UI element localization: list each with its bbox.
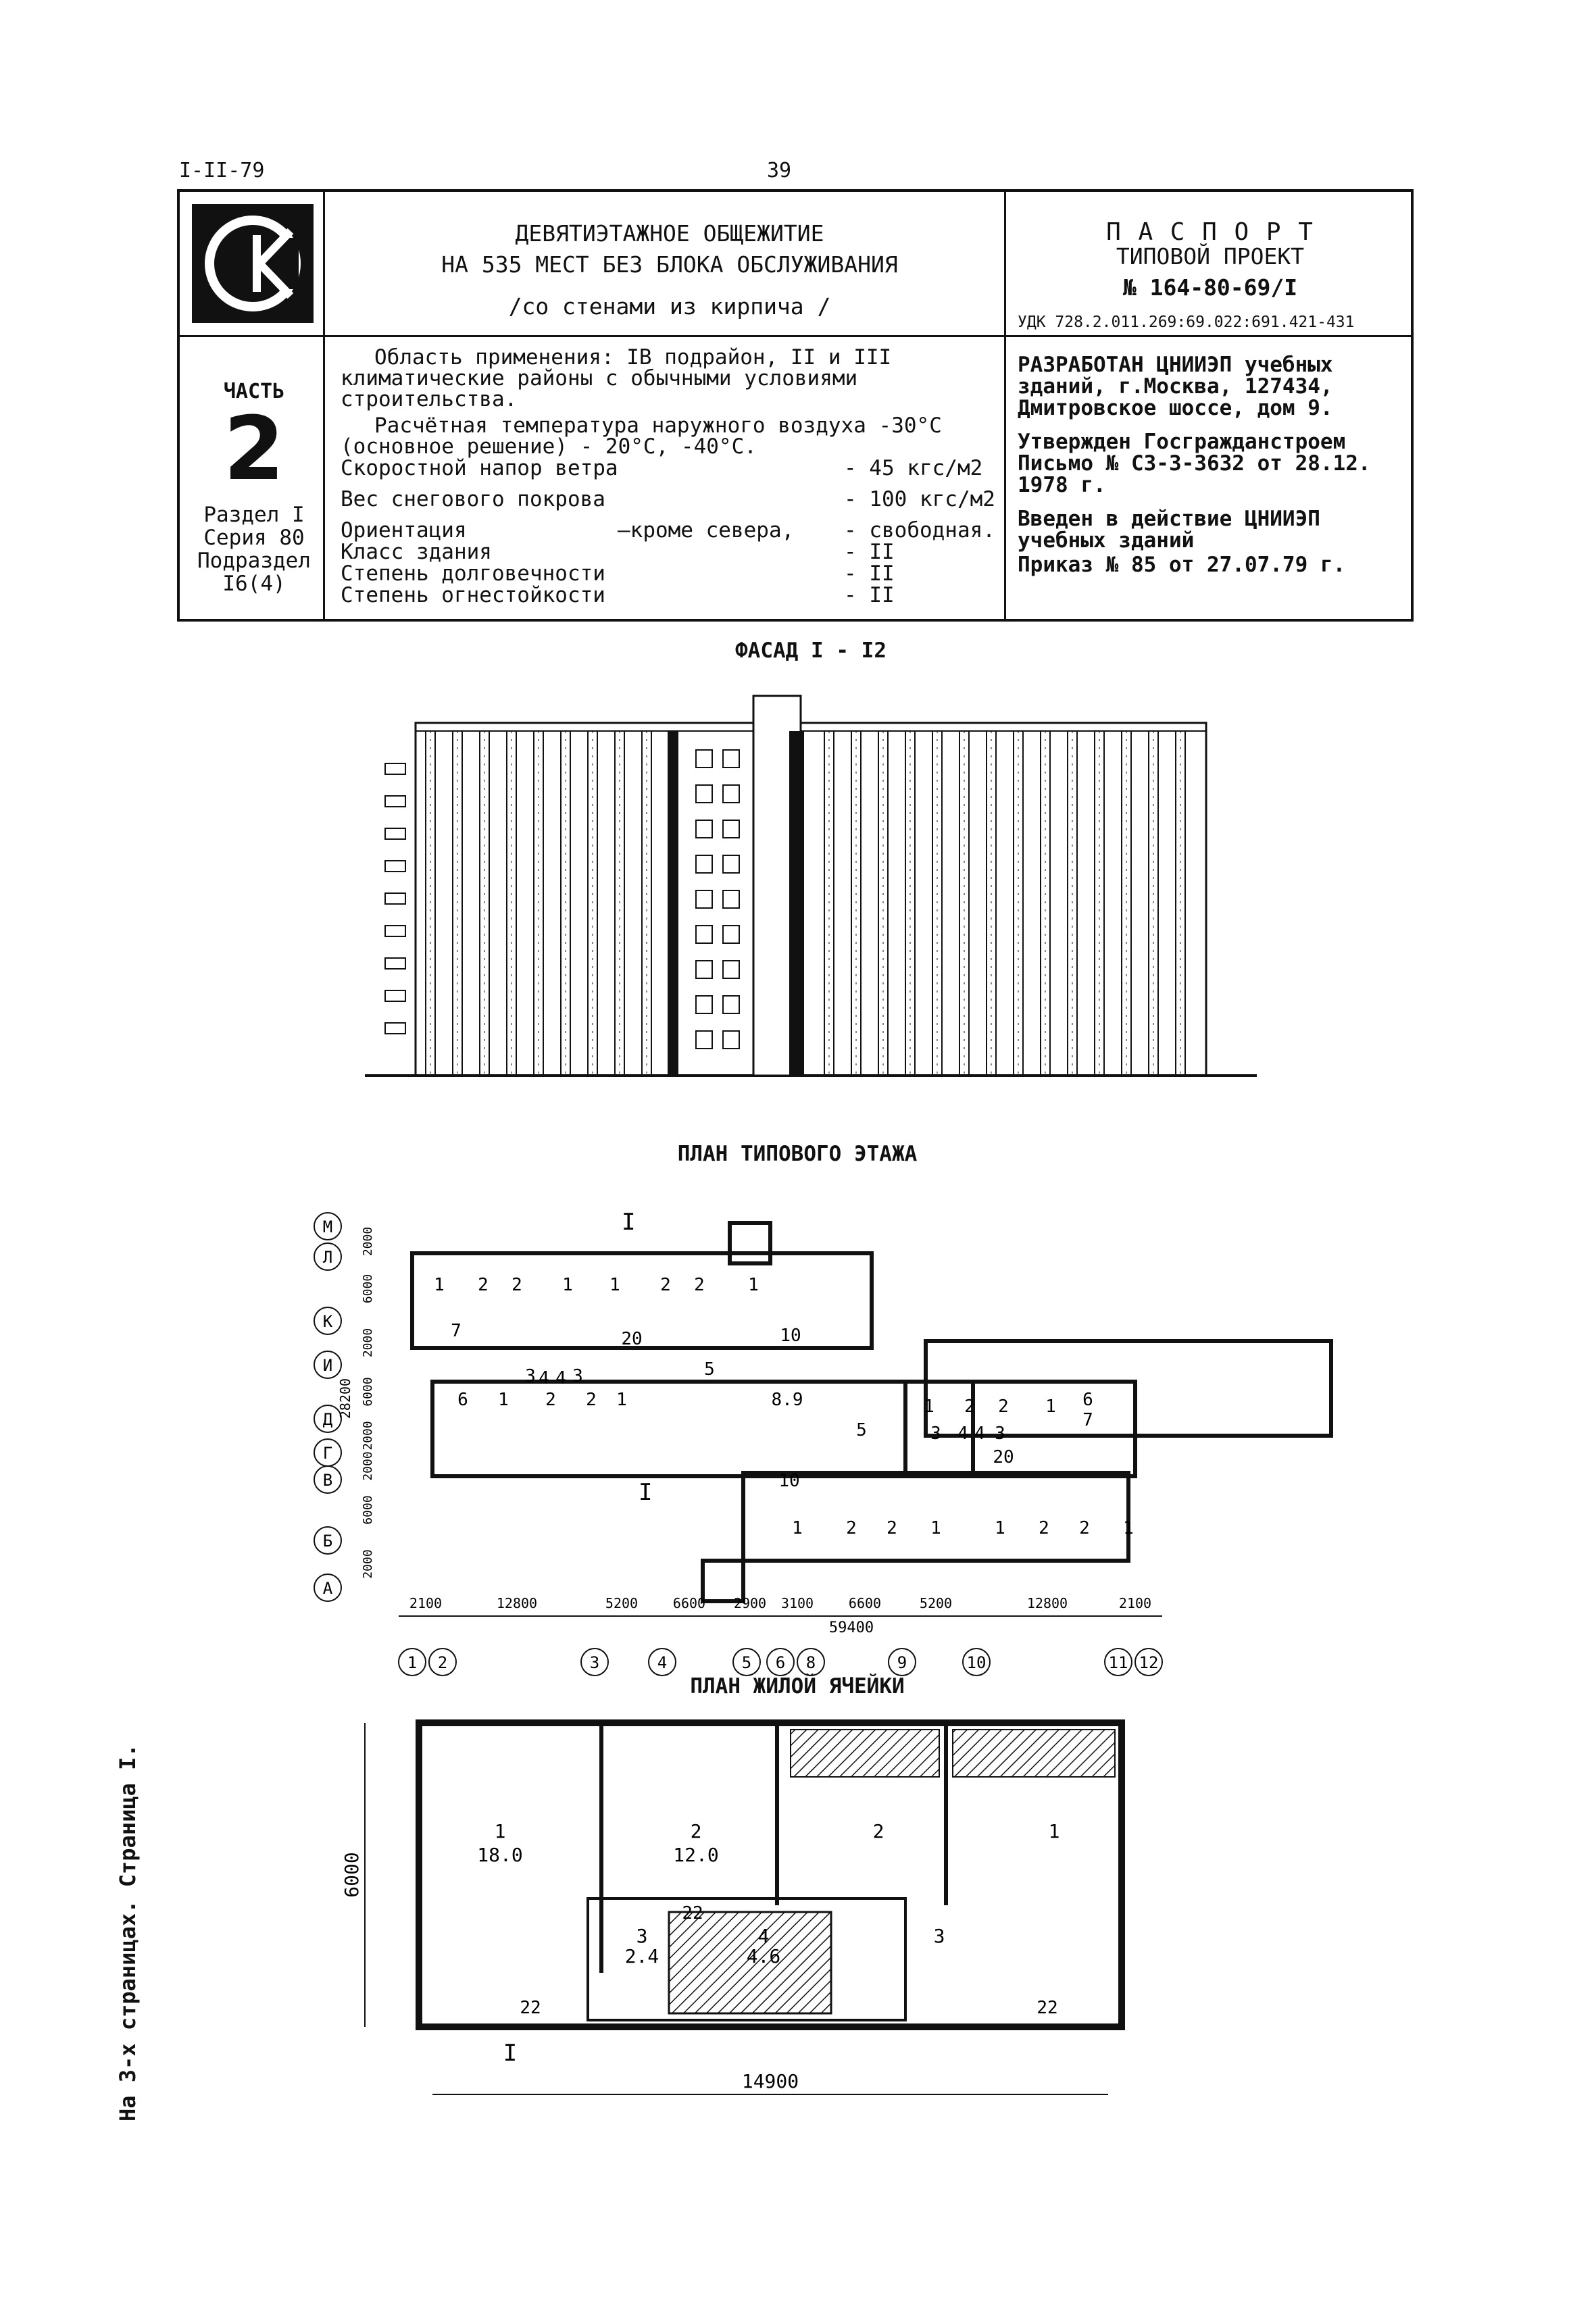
title-line-1: ДЕВЯТИЭТАЖНОЕ ОБЩЕЖИТИЕ <box>515 220 824 247</box>
cell-width-dim: 14900 <box>741 2070 799 2092</box>
facade-drawing <box>365 689 1257 1081</box>
plan-room-number: 20 <box>993 1447 1014 1467</box>
svg-text:I: I <box>639 1479 653 1506</box>
introduced-by: Введен в действие ЦНИИЭП учебных зданий <box>1018 507 1320 553</box>
plan-room-number: 1 <box>930 1518 941 1538</box>
plan-room-number: 4 <box>974 1424 985 1444</box>
row-dim-label: 2000 <box>361 1549 375 1579</box>
col-axis-label: 12 <box>1139 1653 1159 1672</box>
wind-row <box>341 457 1009 479</box>
orientation-value: - свободная. <box>844 518 995 543</box>
part-number: 2 <box>223 397 285 500</box>
plan-room-number: 3 <box>995 1424 1005 1444</box>
cell-room-3-num: 2 <box>872 1820 884 1842</box>
subsection-value: I6(4) <box>222 572 286 596</box>
snow-row <box>341 488 1009 510</box>
orientation-label: Ориентация <box>341 518 467 543</box>
plan-room-number: 2 <box>512 1275 522 1295</box>
plan-room-number: 7 <box>1082 1410 1093 1430</box>
series-label: Серия 80 <box>203 526 305 550</box>
part-label: ЧАСТЬ <box>223 380 285 403</box>
col-axis-label: 11 <box>1108 1653 1128 1672</box>
order-info: Приказ № 85 от 27.07.79 г. <box>1018 553 1346 577</box>
plan-room-number: 6 <box>457 1390 468 1410</box>
col-axis-label: 2 <box>437 1653 448 1672</box>
class-row <box>341 541 1009 563</box>
row-dim-label: 2000 <box>361 1451 375 1481</box>
row-axis-label: Б <box>322 1532 333 1551</box>
plan-room-number: 2 <box>586 1390 597 1410</box>
plan-room-number: 2 <box>964 1397 975 1417</box>
fire-row <box>341 584 1009 606</box>
durability-row <box>341 563 1009 584</box>
plan-room-number: 8.9 <box>771 1390 803 1410</box>
cell-room-4-num: 1 <box>1048 1820 1060 1842</box>
row-axis-label: Л <box>322 1248 333 1267</box>
row-dim-label: 6000 <box>361 1495 375 1525</box>
project-type: ТИПОВОЙ ПРОЕКТ <box>1116 243 1305 270</box>
plan-room-number: 1 <box>1045 1397 1056 1417</box>
plan-room-number: 4 <box>957 1424 968 1444</box>
col-dim-label: 2100 <box>1118 1595 1152 1611</box>
cell-plan-drawing <box>341 1703 1189 2121</box>
col-dim-label: 12800 <box>1026 1595 1068 1611</box>
udk-code: УДК 728.2.011.269:69.022:691.421-431 <box>1018 313 1355 331</box>
cell-room-3-left-area: 2.4 <box>624 1945 659 1967</box>
col-dim-label: 2900 <box>733 1595 767 1611</box>
plan-room-number: 5 <box>704 1359 715 1380</box>
plan-room-number: 6 <box>1082 1390 1093 1410</box>
header-table <box>177 189 1414 622</box>
plan-room-number: 2 <box>545 1390 556 1410</box>
plan-room-number: 1 <box>616 1390 627 1410</box>
developed-by: РАЗРАБОТАН ЦНИИЭП учебных зданий, г.Москва, 127434, Дмитровское шоссе, дом 9. <box>1018 353 1333 420</box>
plan-room-number: 10 <box>780 1326 801 1346</box>
plan-room-number: 2 <box>694 1275 705 1295</box>
plan-room-number: 3 <box>525 1366 536 1386</box>
specifications <box>341 347 1009 606</box>
facade-caption: ФАСАД I - I2 <box>735 638 887 663</box>
scope-text: Область применения: IВ подрайон, II и III климатические районы с обычными условиями строительства. <box>341 345 892 411</box>
plan-room-number: 1 <box>748 1275 759 1295</box>
cell-room-1-num: 1 <box>494 1820 506 1842</box>
total-height-label: 28200 <box>337 1378 353 1419</box>
wind-value: - 45 кгс/м2 <box>844 456 983 480</box>
row-axis-label: И <box>322 1356 333 1375</box>
row-dim-label: 6000 <box>361 1274 375 1304</box>
plan-room-number: 1 <box>924 1397 934 1417</box>
plan-room-number: 2 <box>846 1518 857 1538</box>
fire-label: Степень огнестойкости <box>341 583 605 607</box>
plan-room-number: 1 <box>434 1275 445 1295</box>
cell-room-1-area: 18.0 <box>477 1844 523 1866</box>
col-dim-label: 2100 <box>409 1595 443 1611</box>
plan-room-number: 2 <box>1039 1518 1049 1538</box>
row-axis-label: А <box>322 1579 333 1598</box>
page-number: 39 <box>767 159 792 182</box>
plan-room-number: 20 <box>621 1329 643 1349</box>
fire-value: - II <box>844 583 895 607</box>
col-dim-label: 3100 <box>780 1595 814 1611</box>
plan-room-number: 1 <box>609 1275 620 1295</box>
plan-room-number: 5 <box>856 1420 867 1440</box>
col-axis-label: 1 <box>407 1653 418 1672</box>
plan-room-number: 3 <box>572 1366 583 1386</box>
plan-room-number: 1 <box>995 1518 1005 1538</box>
row-axis-label: Д <box>322 1410 333 1429</box>
cell-room-4-area: 4.6 <box>746 1945 781 1967</box>
row-dim-label: 2000 <box>361 1226 375 1257</box>
col-dim-label: 6600 <box>848 1595 882 1611</box>
svg-text:I: I <box>622 1209 636 1236</box>
plan-room-number: 4 <box>539 1368 549 1388</box>
cell-height-dim: 6000 <box>341 1852 363 1898</box>
project-number: № 164-80-69/I <box>1122 274 1298 301</box>
cell-room-2-area: 12.0 <box>673 1844 719 1866</box>
durability-value: - II <box>844 561 895 586</box>
cell-room-3-left-num: 3 <box>636 1925 648 1947</box>
col-axis-label: 5 <box>741 1653 752 1672</box>
floor-plan-caption: ПЛАН ТИПОВОГО ЭТАЖА <box>677 1142 918 1166</box>
total-width-label: 59400 <box>828 1619 874 1636</box>
plan-room-number: 1 <box>562 1275 573 1295</box>
col-axis-label: 6 <box>775 1653 786 1672</box>
plan-room-number: 2 <box>660 1275 671 1295</box>
publisher-logo <box>192 204 314 323</box>
snow-value: - 100 кгс/м2 <box>844 487 995 511</box>
subsection-label: Подраздел <box>197 549 311 573</box>
plan-room-number: 2 <box>478 1275 489 1295</box>
col-dim-label: 6600 <box>672 1595 706 1611</box>
col-dim-label: 12800 <box>496 1595 538 1611</box>
plan-room-number: 7 <box>451 1321 462 1341</box>
temperature-text: Расчётная температура наружного воздуха -30°С (основное решение) - 20°С, -40°С. <box>341 413 942 459</box>
page-count-note: На 3-х страницах. Страница I. <box>115 1744 141 2121</box>
class-value: - II <box>844 540 895 564</box>
snow-label: Вес снегового покрова <box>341 487 605 511</box>
plan-room-number: 2 <box>998 1397 1009 1417</box>
orientation-note: —кроме севера, <box>618 518 795 543</box>
col-axis-label: 4 <box>657 1653 668 1672</box>
cell-section-mark: I <box>503 2040 518 2067</box>
col-dim-label: 5200 <box>605 1595 639 1611</box>
row-dim-label: 2000 <box>361 1328 375 1358</box>
plan-room-number: 1 <box>498 1390 509 1410</box>
col-dim-label: 5200 <box>919 1595 953 1611</box>
cell-mark-3: 22 <box>1037 1998 1058 2018</box>
class-label: Класс здания <box>341 540 492 564</box>
plan-room-number: 2 <box>1079 1518 1090 1538</box>
row-axis-label: М <box>322 1217 333 1236</box>
plan-room-number: 1 <box>792 1518 803 1538</box>
developer-info <box>1018 354 1396 588</box>
col-axis-label: 9 <box>897 1653 907 1672</box>
plan-room-number: 1 <box>1123 1518 1134 1538</box>
row-axis-label: В <box>322 1471 333 1490</box>
cell-mark-1: 22 <box>520 1998 541 2018</box>
cell-plan-caption: ПЛАН ЖИЛОЙ ЯЧЕЙКИ <box>690 1674 905 1699</box>
section-label: Раздел I <box>203 503 305 527</box>
cell-room-4-num-sanitary: 4 <box>757 1925 770 1947</box>
cell-room-3-right-num: 3 <box>933 1925 945 1947</box>
title-line-2: НА 535 МЕСТ БЕЗ БЛОКА ОБСЛУЖИВАНИЯ <box>441 251 898 278</box>
plan-room-number: 2 <box>887 1518 897 1538</box>
col-axis-label: 10 <box>966 1653 987 1672</box>
cell-room-2-num: 2 <box>690 1820 702 1842</box>
plan-room-number: 3 <box>930 1424 941 1444</box>
plan-room-number: 4 <box>555 1368 566 1388</box>
durability-label: Степень долговечности <box>341 561 605 586</box>
row-dim-label: 6000 <box>361 1377 375 1407</box>
passport-label: П А С П О Р Т <box>1106 218 1314 246</box>
row-dim-label: 2000 <box>361 1421 375 1451</box>
col-axis-label: 3 <box>589 1653 600 1672</box>
col-axis-label: 8 <box>805 1653 816 1672</box>
row-axis-label: К <box>322 1312 333 1331</box>
approved-by: Утвержден Госгражданстроем Письмо № СЗ-3-3632 от 28.12. 1978 г. <box>1018 430 1371 497</box>
document-code: I-II-79 <box>179 159 265 182</box>
plan-room-number: 10 <box>778 1471 800 1491</box>
row-axis-label: Г <box>322 1444 333 1463</box>
wind-label: Скоростной напор ветра <box>341 456 618 480</box>
orientation-row <box>341 520 1009 541</box>
cell-mark-2: 22 <box>682 1903 703 1923</box>
floor-plan-drawing <box>297 1203 1196 1689</box>
title-line-3: /со стенами из кирпича / <box>508 293 831 320</box>
ck-logo-icon <box>192 204 314 323</box>
